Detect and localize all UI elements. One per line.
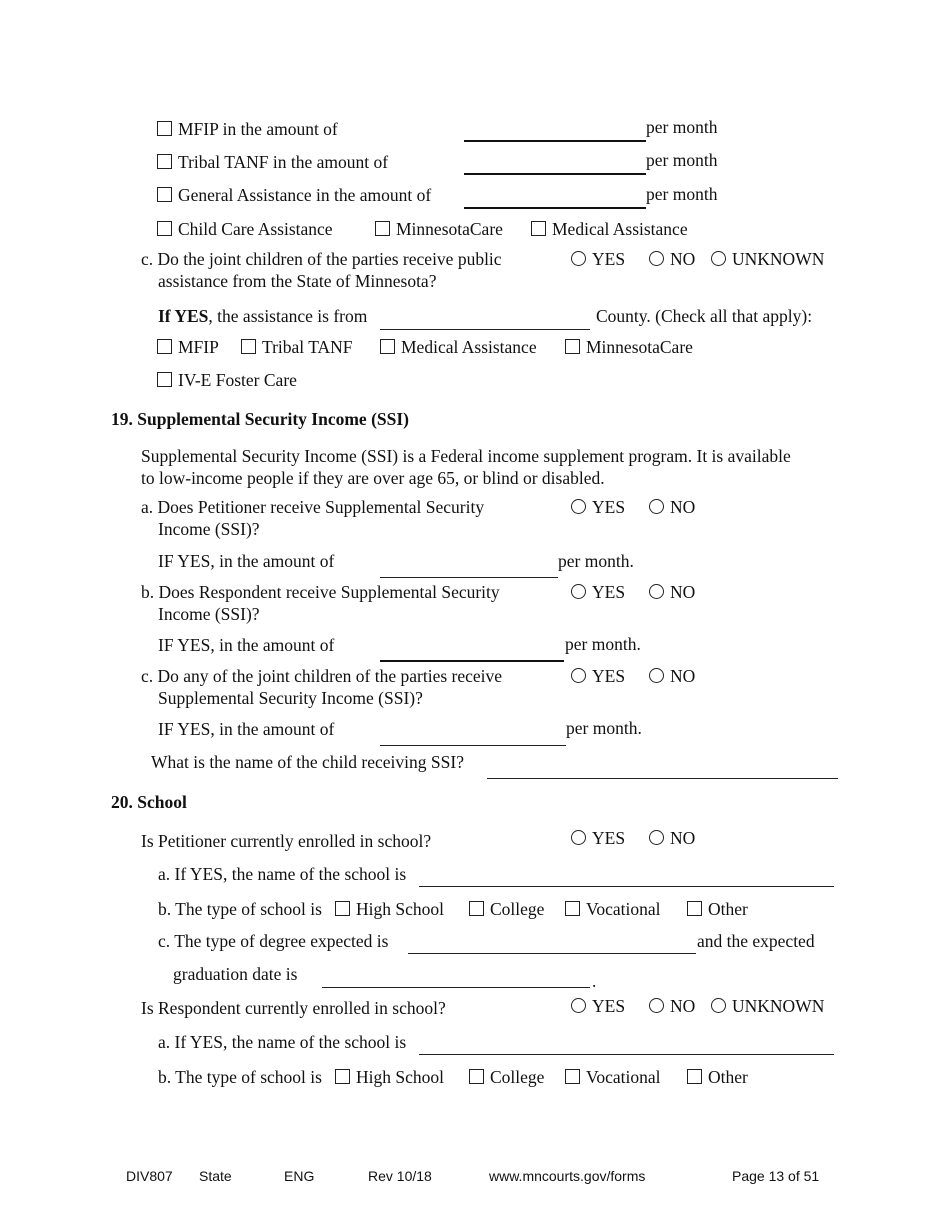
minnesotacare-checkbox[interactable] [375,221,390,236]
q19a-per-month: per month. [558,551,634,571]
minnesotacare-option[interactable]: MinnesotaCare [375,218,503,240]
ssi-child-name-field[interactable] [487,778,838,779]
resp-school-yes-radio[interactable] [571,998,586,1013]
pet-school-yes-option[interactable]: YES [571,827,625,849]
q19a-yes-option[interactable]: YES [571,496,625,518]
q18c-medical-assistance-checkbox[interactable] [380,339,395,354]
resp-school-yes-option[interactable]: YES [571,995,625,1017]
q18c-county-text: County. (Check all that apply): [596,306,813,326]
q18c-line2: assistance from the State of Minnesota? [158,271,437,291]
medical-assistance-checkbox[interactable] [531,221,546,236]
graduation-date-period: . [592,971,597,991]
graduation-date-field[interactable] [322,987,590,988]
pet-school-name-field[interactable] [419,886,834,887]
q18c-mfip-option[interactable]: MFIP [157,336,219,358]
q19c-yes-option[interactable]: YES [571,665,625,687]
q19b-no-option[interactable]: NO [649,581,695,603]
q18c-no-option[interactable]: NO [649,248,695,270]
q19c-no-radio[interactable] [649,668,664,683]
mfip-amount-label: MFIP in the amount of [178,119,338,139]
resp-other-checkbox[interactable] [687,1069,702,1084]
resp-school-name-label: a. If YES, the name of the school is [158,1032,407,1052]
and-expected-text: and the expected [697,931,815,951]
resp-school-no-radio[interactable] [649,998,664,1013]
q19c-line1: c. Do any of the joint children of the parties receive [141,666,503,686]
q18c-medical-assistance-option[interactable]: Medical Assistance [380,336,537,358]
mfip-amount-row [157,118,338,140]
q19c-per-month: per month. [566,718,642,738]
q18c-no-radio[interactable] [649,251,664,266]
petitioner-school-question: Is Petitioner currently enrolled in school? [141,831,432,851]
q18c-foster-care-checkbox[interactable] [157,372,172,387]
pet-school-no-radio[interactable] [649,830,664,845]
footer-page-number: Page 13 of 51 [732,1168,820,1184]
q18c-minnesotacare-option[interactable]: MinnesotaCare [565,336,693,358]
pet-vocational-checkbox[interactable] [565,901,580,916]
q19a-amount-label: IF YES, in the amount of [158,551,335,571]
footer-form-id: DIV807 [126,1168,173,1184]
q18c-foster-care-option[interactable]: IV-E Foster Care [157,369,297,391]
resp-vocational-option[interactable]: Vocational [565,1066,661,1088]
pet-college-checkbox[interactable] [469,901,484,916]
pet-school-name-label: a. If YES, the name of the school is [158,864,407,884]
footer-language: ENG [284,1168,315,1184]
child-care-checkbox[interactable] [157,221,172,236]
q19b-yes-option[interactable]: YES [571,581,625,603]
resp-school-type-row: b. The type of school is [158,1067,322,1087]
mfip-amount-field[interactable] [464,140,646,142]
pet-school-no-option[interactable]: NO [649,827,695,849]
degree-expected-field[interactable] [408,953,696,954]
resp-vocational-checkbox[interactable] [565,1069,580,1084]
pet-school-type-row: b. The type of school is [158,899,322,919]
pet-college-option[interactable]: College [469,898,544,920]
section-19-intro-line1: Supplemental Security Income (SSI) is a Federal income supplement program. It is available [141,446,791,466]
resp-other-option[interactable]: Other [687,1066,748,1088]
q18c-tribal-tanf-checkbox[interactable] [241,339,256,354]
q19c-yes-radio[interactable] [571,668,586,683]
tribal-tanf-checkbox[interactable] [157,154,172,169]
q19c-no-option[interactable]: NO [649,665,695,687]
section-19-intro-line2: to low-income people if they are over age 65, or blind or disabled. [141,468,605,488]
resp-school-unknown-option[interactable]: UNKNOWN [711,995,824,1017]
resp-high-school-option[interactable]: High School [335,1066,444,1088]
resp-school-unknown-radio[interactable] [711,998,726,1013]
q19b-per-month: per month. [565,634,641,654]
mfip-per-month: per month [646,117,718,137]
resp-college-checkbox[interactable] [469,1069,484,1084]
q19a-yes-radio[interactable] [571,499,586,514]
pet-other-checkbox[interactable] [687,901,702,916]
pet-high-school-option[interactable]: High School [335,898,444,920]
graduation-date-label: graduation date is [173,964,298,984]
tribal-tanf-amount-field[interactable] [464,173,646,175]
tribal-tanf-per-month: per month [646,150,718,170]
q19b-amount-field[interactable] [380,660,564,662]
q19b-amount-label: IF YES, in the amount of [158,635,335,655]
q18c-minnesotacare-checkbox[interactable] [565,339,580,354]
footer-url[interactable]: www.mncourts.gov/forms [489,1168,646,1184]
tribal-tanf-amount-row [157,151,388,173]
general-assistance-amount-field[interactable] [464,207,646,209]
resp-school-no-option[interactable]: NO [649,995,695,1017]
q19b-yes-radio[interactable] [571,584,586,599]
q19c-amount-label: IF YES, in the amount of [158,719,335,739]
section-19-heading: 19. Supplemental Security Income (SSI) [111,409,409,429]
q18c-line1: c. Do the joint children of the parties receive public [141,249,502,269]
q18c-tribal-tanf-option[interactable]: Tribal TANF [241,336,353,358]
pet-school-yes-radio[interactable] [571,830,586,845]
ssi-child-name-label: What is the name of the child receiving SSI? [151,752,464,772]
respondent-school-question: Is Respondent currently enrolled in school? [141,998,446,1018]
q19c-amount-field[interactable] [380,745,566,746]
general-assistance-amount-label: General Assistance in the amount of [178,185,432,205]
q18c-if-yes-label: If YES, the assistance is from [158,306,368,326]
general-assistance-amount-row [157,184,431,206]
tribal-tanf-amount-label: Tribal TANF in the amount of [178,152,389,172]
q18c-unknown-option[interactable]: UNKNOWN [711,248,824,270]
resp-high-school-checkbox[interactable] [335,1069,350,1084]
general-assistance-per-month: per month [646,184,718,204]
q19a-no-option[interactable]: NO [649,496,695,518]
q18c-mfip-checkbox[interactable] [157,339,172,354]
q19c-line2: Supplemental Security Income (SSI)? [158,688,423,708]
q19b-line1: b. Does Respondent receive Supplemental Security [141,582,500,602]
q18c-yes-radio[interactable] [571,251,586,266]
pet-high-school-checkbox[interactable] [335,901,350,916]
q19a-amount-field[interactable] [380,577,558,578]
q19b-line2: Income (SSI)? [158,604,260,624]
pet-other-option[interactable]: Other [687,898,748,920]
general-assistance-checkbox[interactable] [157,187,172,202]
footer-revision: Rev 10/18 [368,1168,432,1184]
q18c-yes-option[interactable]: YES [571,248,625,270]
section-20-heading: 20. School [111,792,187,812]
mfip-checkbox[interactable] [157,121,172,136]
child-care-assistance-option[interactable]: Child Care Assistance [157,218,333,240]
resp-school-name-field[interactable] [419,1054,834,1055]
degree-expected-label: c. The type of degree expected is [158,931,389,951]
q18c-unknown-radio[interactable] [711,251,726,266]
medical-assistance-option[interactable]: Medical Assistance [531,218,688,240]
q18c-county-field[interactable] [380,329,590,330]
q19a-line2: Income (SSI)? [158,519,260,539]
q19a-line1: a. Does Petitioner receive Supplemental Security [141,497,485,517]
footer-state: State [199,1168,232,1184]
q19a-no-radio[interactable] [649,499,664,514]
resp-college-option[interactable]: College [469,1066,544,1088]
q19b-no-radio[interactable] [649,584,664,599]
pet-vocational-option[interactable]: Vocational [565,898,661,920]
